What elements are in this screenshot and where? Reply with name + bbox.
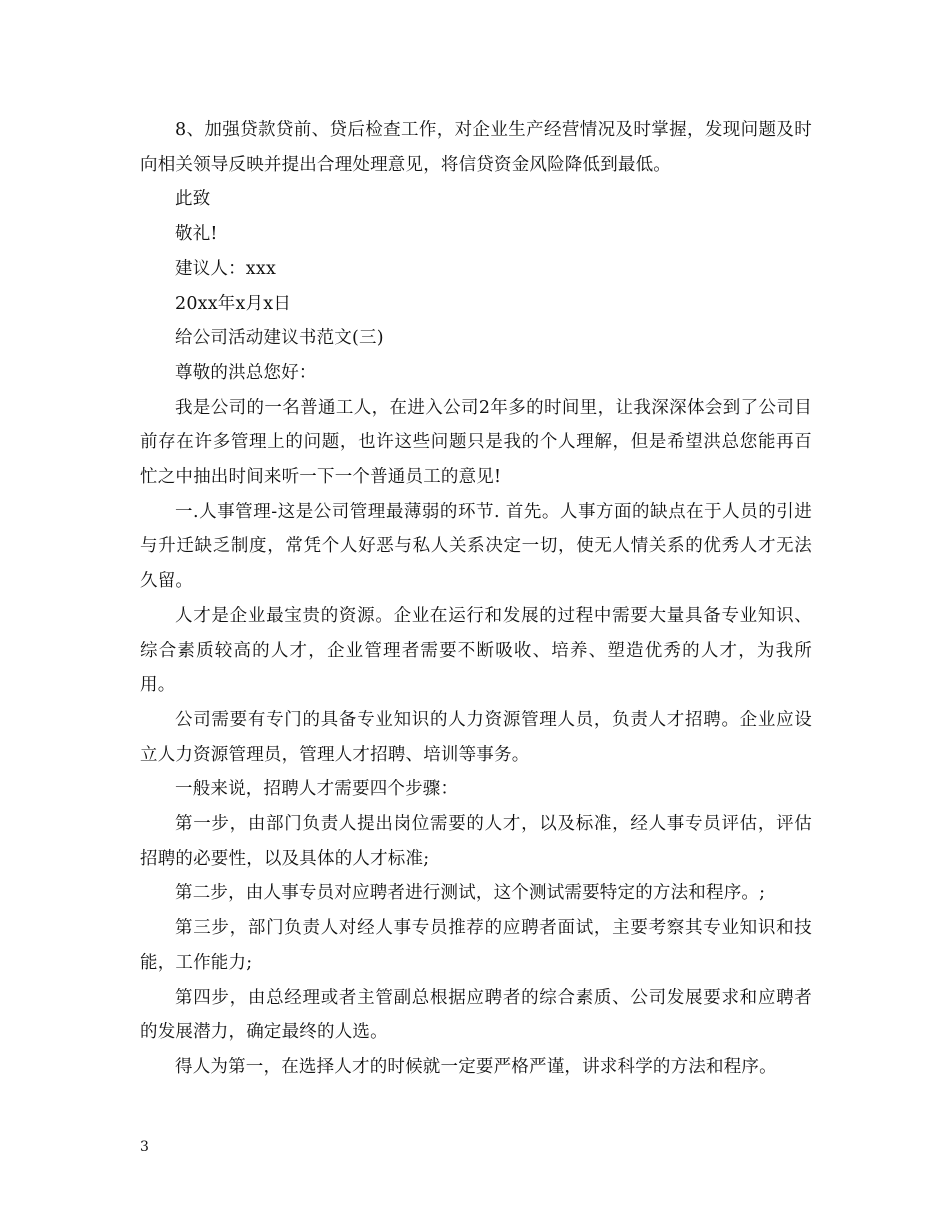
- closing-regards: 敬礼!: [175, 224, 218, 245]
- document-body: [140, 113, 812, 1085]
- recruitment-steps-intro: 一般来说，招聘人才需要四个步骤：: [175, 779, 459, 800]
- date-line: 20xx年x月x日: [175, 293, 292, 314]
- conclusion-paragraph: 得人为第一，在选择人才的时候就一定要严格严谨，讲求科学的方法和程序。: [175, 1056, 777, 1077]
- step-four-paragraph: 第四步，由总经理或者主管副总根据应聘者的综合素质、公司发展要求和应聘者的发展潜力，确定最终的人选。: [140, 987, 812, 1043]
- proposer-line: 建议人：xxx: [175, 258, 277, 279]
- paragraph-item-8: 8、加强贷款贷前、贷后检查工作，对企业生产经营情况及时掌握，发现问题及时向相关领导反映并提出合理处理意见，将信贷资金风险降低到最低。: [140, 120, 812, 175]
- step-one-paragraph: 第一步，由部门负责人提出岗位需要的人才，以及标准，经人事专员评估，评估招聘的必要性，以及具体的人才标准;: [140, 814, 812, 869]
- hr-management-paragraph: 一.人事管理-这是公司管理最薄弱的环节. 首先。人事方面的缺点在于人员的引进与升迁缺乏制度，常凭个人好恶与私人关系决定一切，使无人情关系的优秀人才无法久留。: [140, 501, 812, 592]
- closing-salutation: 此致: [175, 189, 211, 210]
- intro-paragraph: 我是公司的一名普通工人，在进入公司2年多的时间里，让我深深体会到了公司目前存在许多管理上的问题，也许这些问题只是我的个人理解，但是希望洪总您能再百忙之中抽出时间来听一下一个普通员工的意见!: [140, 397, 812, 488]
- page-number: 3: [140, 1139, 149, 1155]
- section-title: 给公司活动建议书范文(三): [175, 328, 384, 349]
- step-two-paragraph: 第二步，由人事专员对应聘者进行测试，这个测试需要特定的方法和程序。;: [175, 883, 766, 904]
- step-three-paragraph: 第三步，部门负责人对经人事专员推荐的应聘者面试，主要考察其专业知识和技能，工作能力;: [140, 918, 812, 973]
- greeting-line: 尊敬的洪总您好：: [175, 362, 317, 383]
- talent-resource-paragraph: 人才是企业最宝贵的资源。企业在运行和发展的过程中需要大量具备专业知识、综合素质较高的人才，企业管理者需要不断吸收、培养、塑造优秀的人才，为我所用。: [140, 605, 812, 696]
- hr-staff-paragraph: 公司需要有专门的具备专业知识的人力资源管理人员，负责人才招聘。企业应设立人力资源管理员，管理人才招聘、培训等事务。: [140, 709, 812, 765]
